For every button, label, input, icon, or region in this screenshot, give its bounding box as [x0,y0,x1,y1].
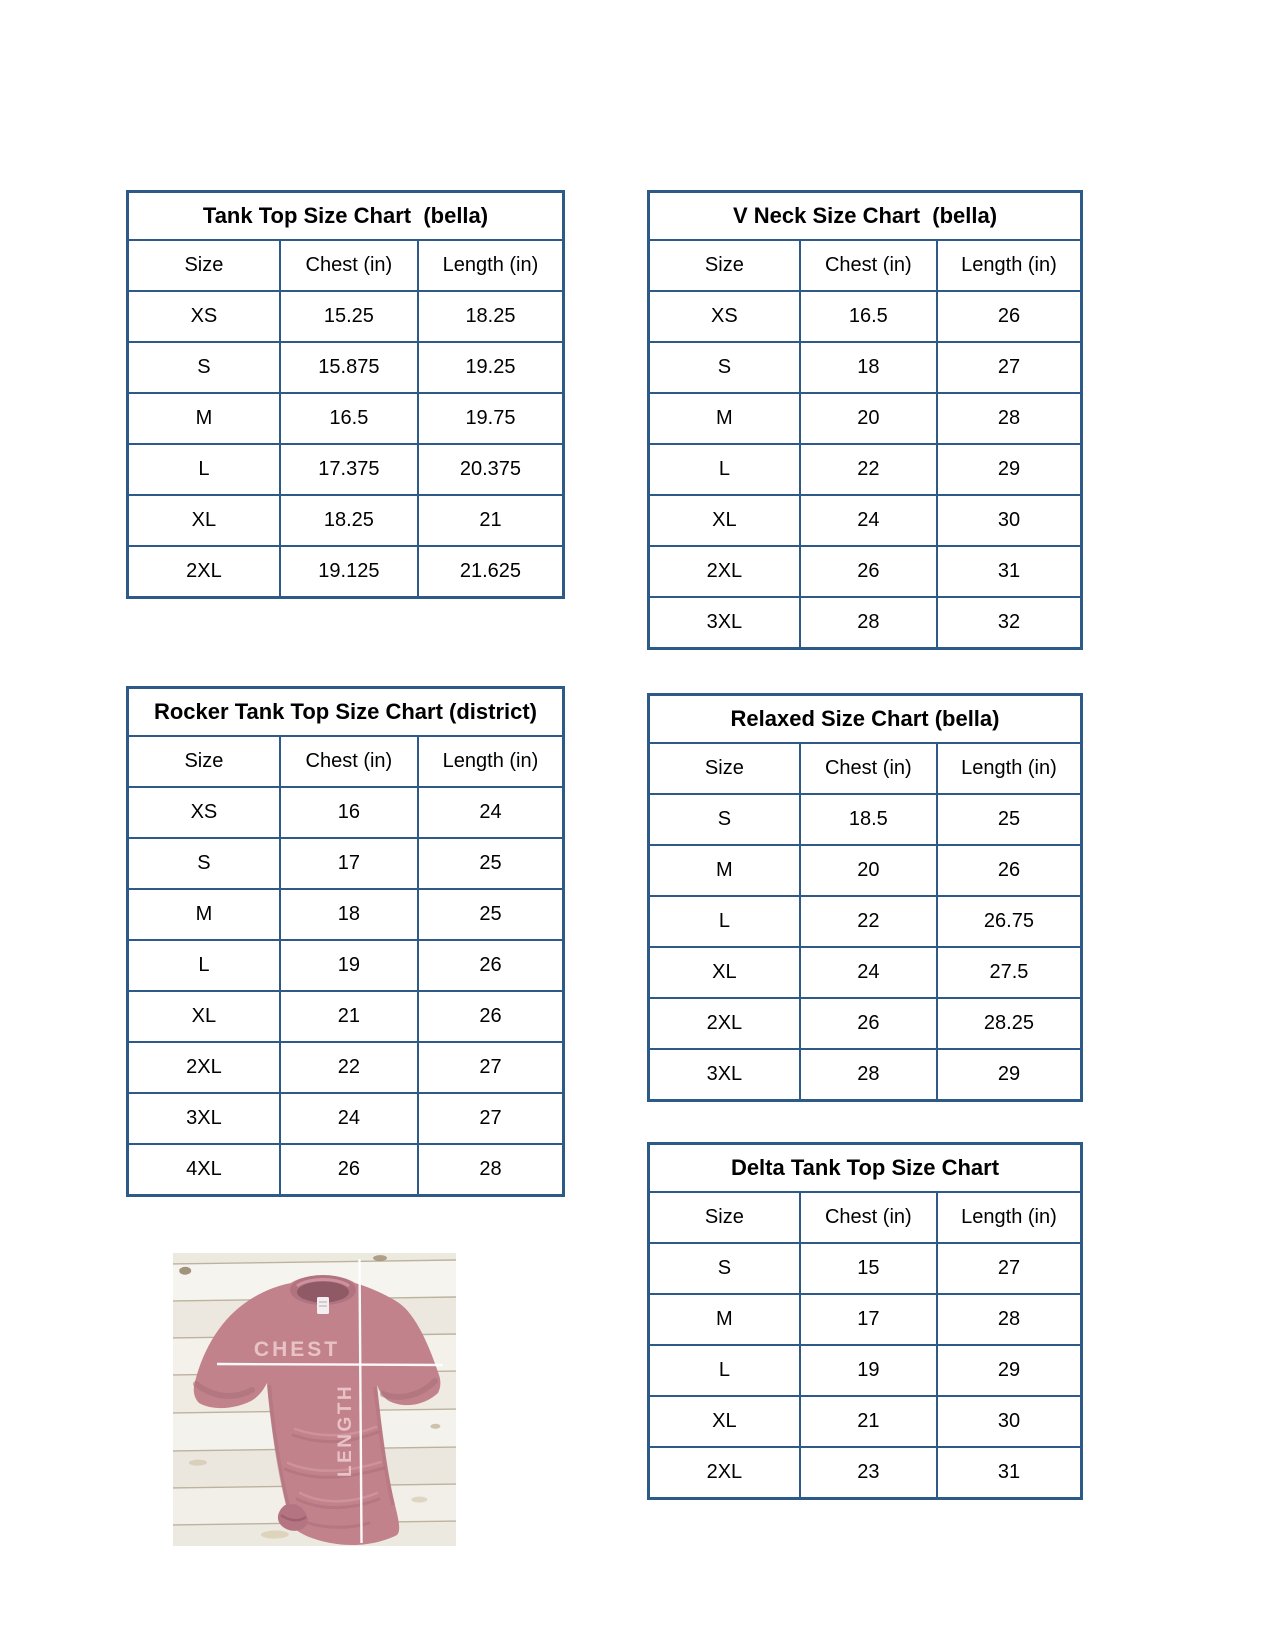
table-row [650,997,1080,1048]
table-row [129,888,562,939]
chest-label: CHEST [253,1338,341,1361]
table-cell: 29 [936,1346,1080,1395]
column-header: Length (in) [417,737,562,786]
table-row [129,290,562,341]
table-cell: 18 [279,890,417,939]
table-cell: 18 [799,343,936,392]
table-cell: S [197,356,211,378]
table-row [129,1092,562,1143]
column-header: Length (in) [936,241,1080,290]
table-row [650,1446,1080,1497]
table-cell: 20.375 [417,445,562,494]
table-row [129,786,562,837]
table-cell: XL [712,509,737,531]
table-cell: M [716,407,733,429]
table-cell: 17 [279,839,417,888]
table-row [650,1395,1080,1446]
table-cell: 2XL [186,1056,222,1078]
table-row [650,895,1080,946]
table-cell: L [198,954,210,976]
rocker-tank-top-size-chart-title: Rocker Tank Top Size Chart (district) [129,689,562,737]
table-cell: 25 [417,890,562,939]
table-cell: 18.5 [799,795,936,844]
column-header: Size [184,750,224,772]
column-header: Size [184,254,224,276]
table-cell: L [718,910,730,932]
table-cell: XL [191,1005,217,1027]
rocker-tank-top-size-chart-table [126,686,565,1197]
table-row [650,1242,1080,1293]
table-cell: S [197,852,211,874]
length-label: LENGTH [335,1383,356,1477]
table-cell: 28 [936,394,1080,443]
table-cell: 19.75 [417,394,562,443]
table-cell: 3XL [186,1107,222,1129]
table-cell: 16.5 [279,394,417,443]
table-cell: L [198,458,210,480]
column-header: Size [704,757,744,779]
table-cell: 26 [936,292,1080,341]
table-row [650,1293,1080,1344]
table-cell: 2XL [706,1012,743,1034]
column-header: Size [704,1206,744,1228]
table-row [650,946,1080,997]
table-cell: 20 [799,846,936,895]
table-cell: L [718,1359,730,1381]
table-cell: 2XL [706,1461,743,1483]
table-cell: 24 [279,1094,417,1143]
table-cell: 25 [936,795,1080,844]
table-cell: 25 [417,839,562,888]
table-cell: L [718,458,730,480]
shirt-measurement-photo [173,1253,456,1546]
table-row [650,392,1080,443]
table-cell: 26 [799,547,936,596]
table-cell: 19 [279,941,417,990]
table-cell: 28 [417,1145,562,1194]
column-header: Chest (in) [799,241,936,290]
table-cell: S [717,1257,732,1279]
table-cell: 26 [417,941,562,990]
column-header: Chest (in) [799,744,936,793]
table-cell: 30 [936,1397,1080,1446]
header-row [129,241,562,290]
table-row [650,290,1080,341]
table-cell: XS [190,305,218,327]
table-cell: 21 [799,1397,936,1446]
table-cell: 28.25 [936,999,1080,1048]
table-cell: 28 [799,1050,936,1099]
delta-tank-top-size-chart-table [647,1142,1083,1500]
table-cell: 22 [799,897,936,946]
table-cell: 19 [799,1346,936,1395]
table-cell: 22 [279,1043,417,1092]
header-row [650,744,1080,793]
v-neck-size-chart-title: V Neck Size Chart (bella) [650,193,1080,241]
table-cell: 16.5 [799,292,936,341]
table-cell: 2XL [706,560,743,582]
table-cell: M [195,407,213,429]
table-cell: 20 [799,394,936,443]
table-cell: 22 [799,445,936,494]
v-neck-size-chart-table [647,190,1083,650]
column-header: Length (in) [936,1193,1080,1242]
table-cell: 19.125 [279,547,417,596]
table-cell: 21 [279,992,417,1041]
table-row [650,545,1080,596]
table-cell: 23 [799,1448,936,1497]
table-cell: M [716,859,733,881]
table-cell: 21.625 [417,547,562,596]
table-row [650,1048,1080,1099]
table-cell: 21 [417,496,562,545]
table-cell: 26 [417,992,562,1041]
table-row [129,494,562,545]
column-header: Size [704,254,744,276]
column-header: Chest (in) [279,241,417,290]
table-cell: 27.5 [936,948,1080,997]
chest-measurement-line [217,1364,443,1365]
table-cell: 31 [936,547,1080,596]
table-row [129,341,562,392]
table-row [129,939,562,990]
table-cell: M [195,903,213,925]
table-cell: 26 [799,999,936,1048]
header-row [129,737,562,786]
header-row [650,1193,1080,1242]
table-cell: 3XL [706,611,743,633]
table-cell: XL [712,961,737,983]
table-cell: 29 [936,1050,1080,1099]
table-cell: 24 [799,496,936,545]
column-header: Chest (in) [799,1193,936,1242]
table-cell: 24 [799,948,936,997]
tank-top-size-chart-table [126,190,565,599]
table-row [650,596,1080,647]
table-cell: 18.25 [279,496,417,545]
table-cell: S [717,356,732,378]
table-cell: XS [711,305,738,327]
table-cell: S [717,808,732,830]
tank-top-size-chart-title: Tank Top Size Chart (bella) [129,193,562,241]
delta-tank-top-size-chart-title: Delta Tank Top Size Chart [650,1145,1080,1193]
table-cell: 28 [936,1295,1080,1344]
table-row [129,443,562,494]
table-cell: 4XL [186,1158,222,1180]
table-cell: 27 [936,343,1080,392]
table-cell: 26 [936,846,1080,895]
column-header: Length (in) [936,744,1080,793]
table-row [129,1041,562,1092]
table-row [650,443,1080,494]
table-cell: 15.875 [279,343,417,392]
table-cell: 17 [799,1295,936,1344]
table-cell: 18.25 [417,292,562,341]
table-row [650,341,1080,392]
table-cell: 2XL [186,560,222,582]
table-cell: 31 [936,1448,1080,1497]
table-cell: 32 [936,598,1080,647]
table-row [650,1344,1080,1395]
table-row [129,837,562,888]
table-cell: 24 [417,788,562,837]
table-cell: 27 [936,1244,1080,1293]
table-row [129,1143,562,1194]
column-header: Chest (in) [279,737,417,786]
table-cell: 29 [936,445,1080,494]
table-cell: XL [712,1410,737,1432]
table-cell: 17.375 [279,445,417,494]
table-cell: 28 [799,598,936,647]
table-row [650,844,1080,895]
table-cell: XS [190,801,218,823]
table-cell: 3XL [706,1063,743,1085]
table-row [129,545,562,596]
table-cell: M [716,1308,733,1330]
relaxed-size-chart-title: Relaxed Size Chart (bella) [650,696,1080,744]
table-row [129,990,562,1041]
table-cell: 27 [417,1094,562,1143]
table-cell: 27 [417,1043,562,1092]
header-row [650,241,1080,290]
table-row [129,392,562,443]
table-cell: 15.25 [279,292,417,341]
table-cell: 16 [279,788,417,837]
table-row [650,494,1080,545]
column-header: Length (in) [417,241,562,290]
table-cell: 19.25 [417,343,562,392]
table-cell: 15 [799,1244,936,1293]
relaxed-size-chart-table [647,693,1083,1102]
table-cell: 30 [936,496,1080,545]
table-cell: 26.75 [936,897,1080,946]
table-cell: XL [191,509,217,531]
table-cell: 26 [279,1145,417,1194]
table-row [650,793,1080,844]
